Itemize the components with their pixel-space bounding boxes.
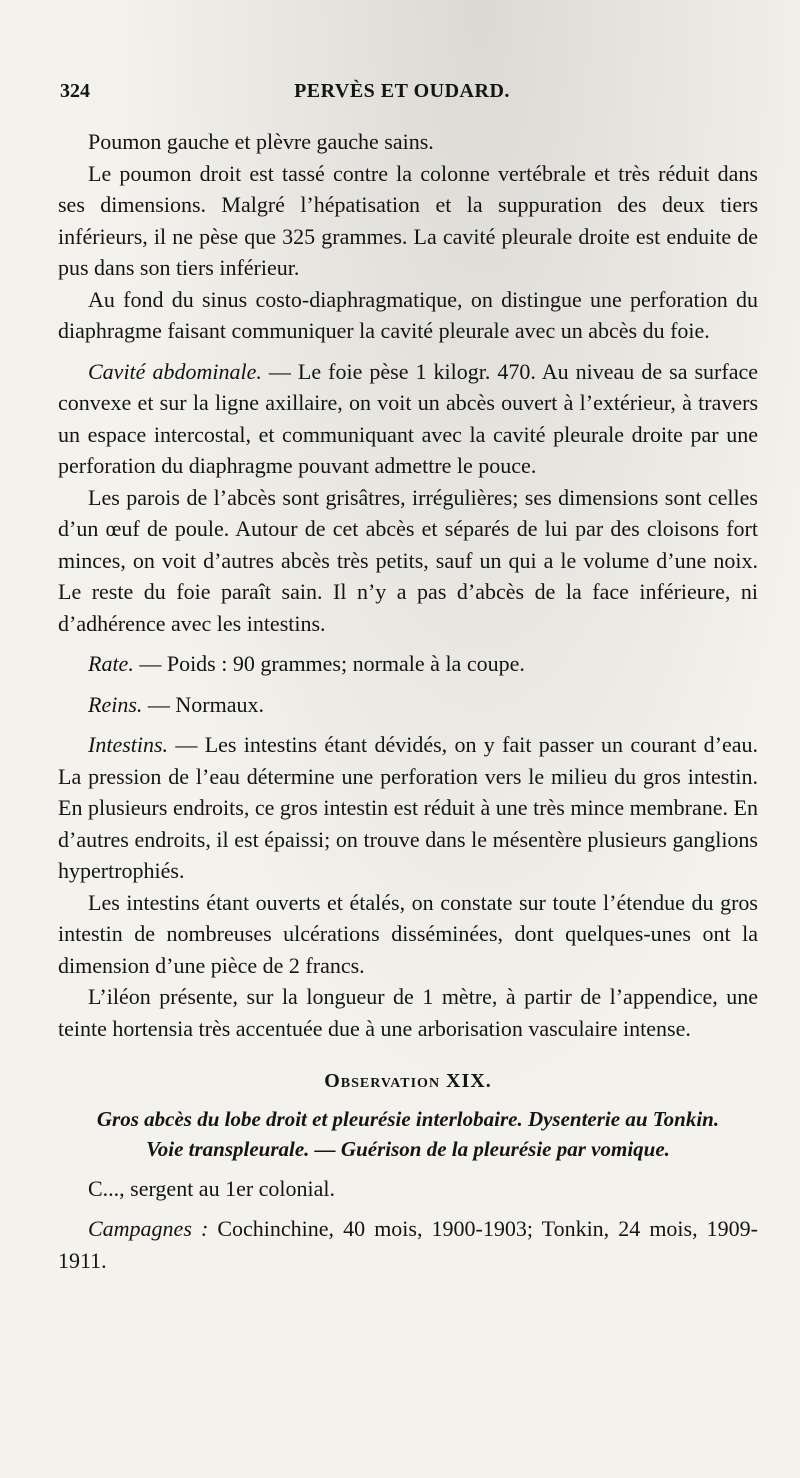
paragraph-reins [58,689,758,721]
section-text: — Le foie pèse 1 kilogr. 470. Au niveau de sa surface convexe et sur la ligne axillaire, on voit un abcès ouvert à l’extérieur, à travers un espace intercostal, et communiquant avec la cavité pleurale droite par une perforation du diaphragme pouvant admettre le pouce. [58,358,758,478]
paragraph-rate [58,648,758,680]
paragraph: Poumon gauche et plèvre gauche sains. [88,129,434,154]
section-label: Campagnes : [88,1216,209,1241]
section-text: — Les intestins étant dévidés, on y fait passer un courant d’eau. La pression de l’eau détermine une perforation vers le milieu du gros intestin. En plusieurs endroits, ce gros intestin est réduit à une très mince membrane. En d’autres endroits, il est épaissi; on trouve dans le mésentère plusieurs ganglions hypertrophiés. [58,732,758,883]
page-header [56,80,748,114]
section-label: Rate. [88,651,134,676]
patient-line: C..., sergent au 1er colonial. [88,1175,336,1201]
observation-subtitle-line-2: Voie transpleurale. — Guérison de la pleurésie par vomique. [146,1136,670,1161]
section-text: — Poids : 90 grammes; normale à la coupe. [133,651,525,676]
paragraph-campagnes [58,1213,758,1276]
running-head: PERVÈS ET OUDARD. [294,80,510,102]
paragraph: Les intestins étant ouverts et étalés, on constate sur toute l’étendue du gros intestin de nombreuses ulcérations disséminées, dont quelques-unes ont la dimension d’une pièce de 2 francs. [58,889,758,978]
paragraph: Au fond du sinus costo-diaphragmatique, on distingue une perforation du diaphragme faisant communiquer la cavité pleurale avec un abcès du foie. [58,286,758,343]
section-label: Cavité abdominale. [88,358,262,384]
section-text: — Normaux. [142,691,264,717]
observation-subtitle-line-1: Gros abcès du lobe droit et pleurésie interlobaire. Dysenterie au Tonkin. [96,1106,720,1131]
page-number: 324 [60,80,90,102]
paragraph-intestins [58,729,758,887]
paragraph: Les parois de l’abcès sont grisâtres, irrégulières; ses dimensions sont celles d’un œuf de poule. Autour de cet abcès et séparés de lui par des cloisons fort minces, on voit d’autres abcès très petits, sauf un qui a le volume d’une noix. Le reste du foie paraît sain. Il n’y a pas d’abcès de la face inférieure, ni d’adhérence avec les intestins. [58,484,758,636]
paragraph-cavite-abdominale [58,356,758,482]
observation-title: Observation XIX. [324,1070,492,1092]
section-label: Reins. [88,691,143,717]
paragraph: Le poumon droit est tassé contre la colonne vertébrale et très réduit dans ses dimensions. Malgré l’hépatisation et la suppuration des deux tiers inférieurs, il ne pèse que 325 grammes. La cavité pleurale droite est enduite de pus dans son tiers inférieur. [58,160,758,280]
page-body [58,126,758,1276]
section-label: Intestins. [88,732,169,757]
paragraph: L’iléon présente, sur la longueur de 1 mètre, à partir de l’appendice, une teinte hortensia très accentuée due à une arborisation vasculaire intense. [58,984,758,1041]
section-text: Cochinchine, 40 mois, 1900-1903; Tonkin, 24 mois, 1909-1911. [58,1216,758,1273]
